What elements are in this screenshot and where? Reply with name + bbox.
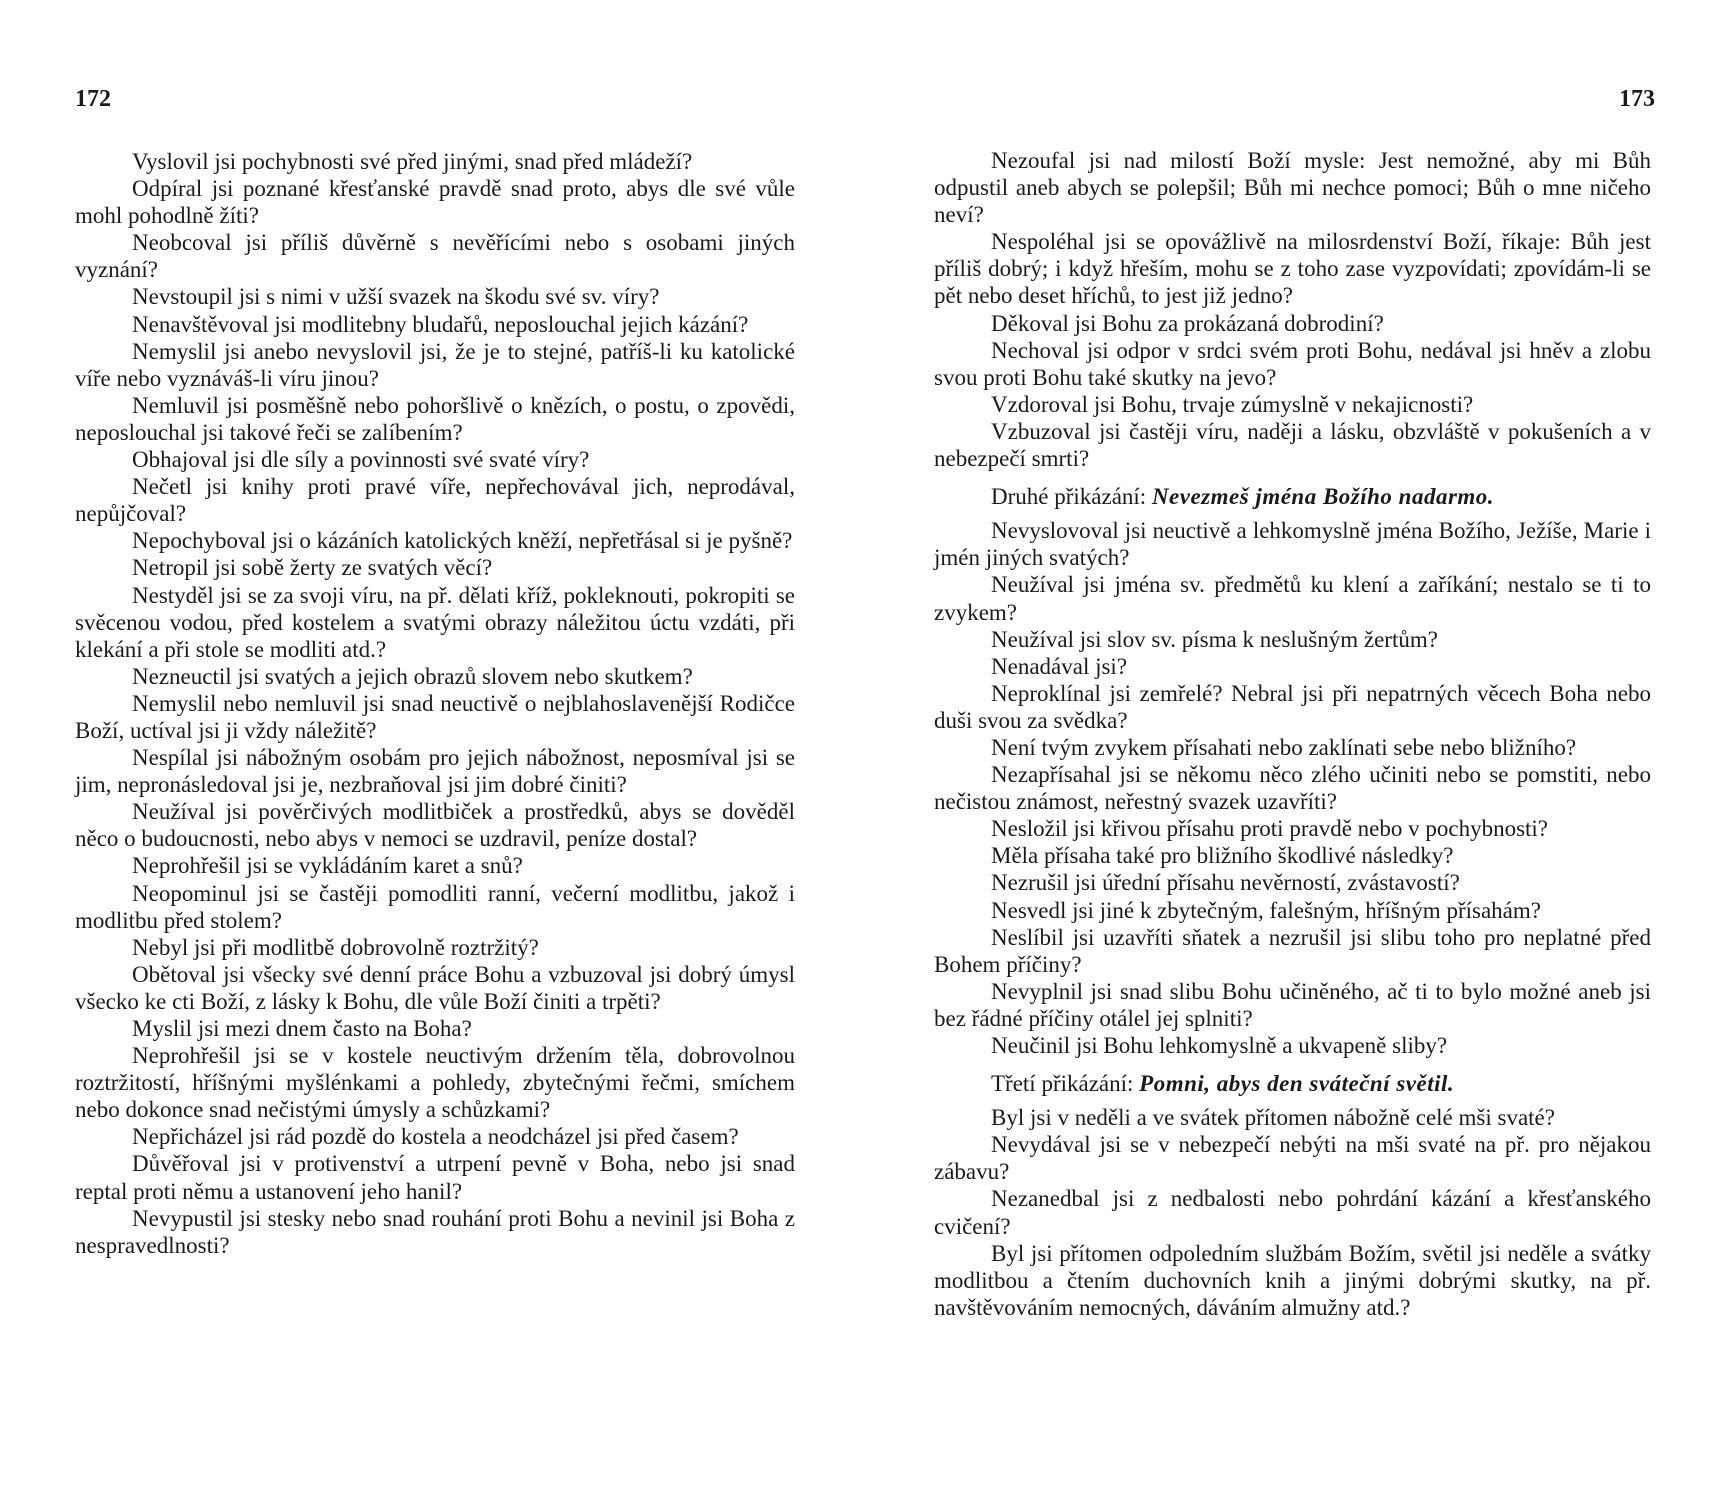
question-paragraph: Nenavštěvoval jsi modlitebny bludařů, neposlouchal jejich kázání? [132,311,749,337]
question-paragraph: Nezneuctil jsi svatých a jejich obrazů slovem nebo skutkem? [132,663,693,689]
question-paragraph: Nespílal jsi nábožným osobám pro jejich nábožnost, neposmíval jsi se jim, nepronásledoval jsi je, nezbraňoval jsi jim dobré činiti? [75,745,795,798]
question-paragraph: Neopominul jsi se častěji pomodliti ranní, večerní modlitbu, jakož i modlitbu před stolem? [75,880,795,933]
commandment-title: Nevezmeš jména Božího nadarmo. [1151,484,1495,510]
question-paragraph: Obhajoval jsi dle síly a povinnosti své svaté víry? [132,447,590,473]
question-paragraph: Neužíval jsi slov sv. písma k neslušným žertům? [991,626,1438,652]
question-paragraph: Neprohřešil jsi se v kostele neuctivým držením těla, dobrovolnou roztržitostí, hříšnými myšlénkami a pohledy, zbytečnými řečmi, smíchem nebo dokonce snad nečistými úmysly a schůzkami? [75,1043,795,1123]
question-paragraph: Vzdoroval jsi Bohu, trvaje zúmyslně v nekajicnosti? [991,391,1474,417]
question-paragraph: Nevyplnil jsi snad slibu Bohu učiněného, ač ti to bylo možné aneb jsi bez řádné příčiny otálel jej splniti? [934,978,1651,1031]
question-paragraph: Nespoléhal jsi se opovážlivě na milosrdenství Boží, říkaje: Bůh jest příliš dobrý; i když hřeším, mohu se z toho zase vyzpovídati; zpovídám-li se pět nebo deset hříchů, to jest již jedno? [934,229,1651,309]
question-paragraph: Nevypustil jsi stesky nebo snad rouhání proti Bohu a nevinil jsi Boha z nespravedlnosti? [75,1205,795,1258]
question-paragraph: Nemluvil jsi posměšně nebo pohoršlivě o knězích, o postu, o zpovědi, neposlouchal jsi takové řeči se zalíbením? [75,392,795,445]
question-paragraph: Obětoval jsi všecky své denní práce Bohu a vzbuzoval jsi dobrý úmysl všecko ke cti Boží, z lásky k Bohu, dle vůle Boží činiti a trpěti? [75,961,795,1014]
right-page-text [934,147,1651,1321]
page-number-right: 173 [1619,86,1655,112]
question-paragraph: Nezrušil jsi úřední přísahu nevěrností, zvástavostí? [991,870,1460,896]
question-paragraph: Byl jsi v neděli a ve svátek přítomen nábožně celé mši svaté? [991,1105,1555,1131]
question-paragraph: Neužíval jsi pověrčivých modlitbiček a prostředků, abys se dověděl něco o budoucnosti, nebo abys v nemoci se uzdravil, peníze dostal? [75,799,795,852]
question-paragraph: Vyslovil jsi pochybnosti své před jinými, snad před mládeží? [132,149,693,174]
section-heading-second-commandment [934,483,1651,510]
question-paragraph: Měla přísaha také pro bližního škodlivé následky? [991,843,1454,869]
page-number-left: 172 [75,86,111,112]
question-paragraph: Odpíral jsi poznané křesťanské pravdě snad proto, abys dle své vůle mohl pohodlně žíti? [75,176,795,229]
section-label: Druhé přikázání: [991,484,1147,510]
question-paragraph: Nebyl jsi při modlitbě dobrovolně roztržitý? [132,934,539,960]
question-paragraph: Nezoufal jsi nad milostí Boží mysle: Jest nemožné, aby mi Bůh odpustil aneb abych se polepšil; Bůh mi nechce pomoci; Bůh o mne ničeho neví? [934,148,1651,228]
question-paragraph: Neučinil jsi Bohu lehkomyslně a ukvapeně sliby? [991,1033,1448,1058]
question-paragraph: Není tvým zvykem přísahati nebo zaklínati sebe nebo bližního? [991,734,1577,760]
question-paragraph: Nepřicházel jsi rád pozdě do kostela a neodcházel jsi před časem? [132,1124,739,1150]
question-paragraph: Byl jsi přítomen odpoledním službám Božím, světil jsi neděle a svátky modlitbou a čtením duchovních knih a jinými dobrými skutky, na př. navštěvováním nemocných, dáváním almužny atd.? [934,1240,1651,1320]
left-page-text [75,148,795,1259]
section-heading-third-commandment [934,1070,1651,1097]
question-paragraph: Netropil jsi sobě žerty ze svatých věcí? [132,555,493,581]
question-paragraph: Neobcoval jsi příliš důvěrně s nevěřícími nebo s osobami jiných vyznání? [75,230,795,283]
question-paragraph: Nevydával jsi se v nebezpečí nebýti na mši svaté na př. pro nějakou zábavu? [934,1132,1651,1185]
question-paragraph: Nenadával jsi? [991,653,1128,679]
question-paragraph: Nevyslovoval jsi neuctivě a lehkomyslně jména Božího, Ježíše, Marie i jmén jiných svatých? [934,518,1651,571]
question-paragraph: Děkoval jsi Bohu za prokázaná dobrodiní? [991,310,1384,336]
question-paragraph: Nemyslil jsi anebo nevyslovil jsi, že je to stejné, patříš-li ku katolické víře nebo vyznáváš-li víru jinou? [75,338,795,391]
question-paragraph: Nemyslil nebo nemluvil jsi snad neuctivě o nejblahoslavenější Rodičce Boží, uctíval jsi ji vždy náležitě? [75,690,795,743]
question-paragraph: Nechoval jsi odpor v srdci svém proti Bohu, nedával jsi hněv a zlobu svou proti Bohu také skutky na jevo? [934,337,1651,390]
section-label: Třetí přikázání: [991,1071,1134,1097]
question-paragraph: Neslíbil jsi uzavříti sňatek a nezrušil jsi slibu toho pro neplatné před Bohem příčiny? [934,924,1651,977]
question-paragraph: Nečetl jsi knihy proti pravé víře, nepřechovával jich, neprodával, nepůjčoval? [75,474,795,527]
question-paragraph: Nesložil jsi křivou přísahu proti pravdě nebo v pochybnosti? [991,816,1549,842]
question-paragraph: Myslil jsi mezi dnem často na Boha? [132,1016,472,1041]
question-paragraph: Nezapřísahal jsi se někomu něco zlého učiniti nebo se pomstiti, nebo nečistou známost, neřestný svazek uzavříti? [934,762,1651,815]
commandment-title: Pomni, abys den sváteční světil. [1139,1071,1455,1097]
question-paragraph: Nestyděl jsi se za svoji víru, na př. dělati kříž, pokleknouti, pokropiti se svěcenou vodou, před kostelem a svatými obrazy náležitou úctu vzdáti, při klekání a při stole se modliti atd.? [75,582,795,662]
question-paragraph: Důvěřoval jsi v protivenství a utrpení pevně v Boha, nebo jsi snad reptal proti němu a ustanovení jeho hanil? [75,1151,795,1204]
question-paragraph: Neužíval jsi jména sv. předmětů ku klení a zaříkání; nestalo se ti to zvykem? [934,572,1651,625]
question-paragraph: Nevstoupil jsi s nimi v užší svazek na škodu své sv. víry? [132,284,660,310]
question-paragraph: Neprohřešil jsi se vykládáním karet a snů? [132,853,523,879]
question-paragraph: Nesvedl jsi jiné k zbytečným, falešným, hříšným přísahám? [991,897,1541,923]
question-paragraph: Neproklínal jsi zemřelé? Nebral jsi při nepatrných věcech Boha nebo duši svou za svědka? [934,680,1651,733]
question-paragraph: Nepochyboval jsi o kázáních katolických kněží, nepřetřásal si je pyšně? [132,528,793,554]
question-paragraph: Vzbuzoval jsi častěji víru, naději a lásku, obzvláště v pokušeních a v nebezpečí smrti? [934,418,1651,472]
question-paragraph: Nezanedbal jsi z nedbalosti nebo pohrdání kázání a křesťanského cvičení? [934,1186,1651,1239]
